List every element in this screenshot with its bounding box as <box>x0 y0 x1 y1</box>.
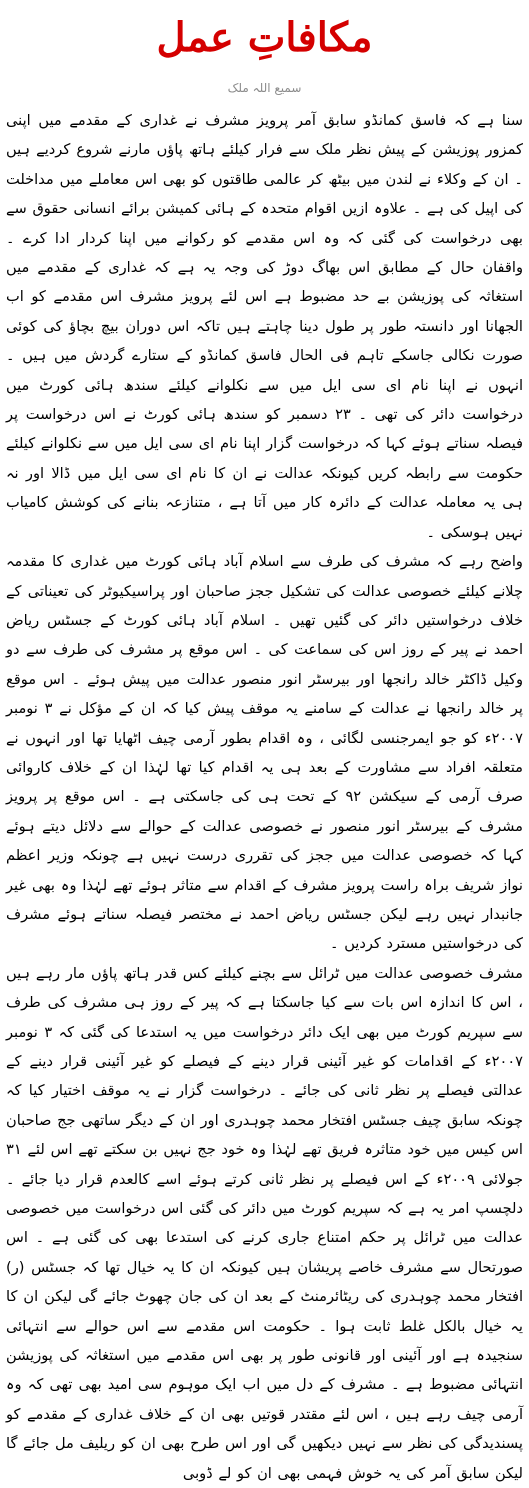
article-paragraph-3: مشرف خصوصی عدالت میں ٹرائل سے بچنے کیلئے کس قدر ہاتھ پاؤں مار رہے ہیں ، اس کا اندازہ اس بات سے کیا جاسکتا ہے کہ پیر کے روز ہی مشرف کی طرف سے سپریم کورٹ میں بھی ایک دائر درخواست میں یہ استدعا کی گئی کہ ۳ نومبر ۲۰۰۷ء کے اقدامات کو غیر آئینی قرار دینے کے فیصلے کو غیر آئینی قرار دینے کے عدالتی فیصلے پر نظر ثانی کی جائے ۔ درخواست گزار نے یہ موقف اختیار کیا کہ چونکہ سابق چیف جسٹس افتخار محمد چوہدری اور ان کے دیگر ساتھی جج صاحبان اس کیس میں خود متاثرہ فریق تھے لہٰذا وہ خود جج نہیں بن سکتے تھے اس لئے ۳۱ جولائی ۲۰۰۹ء کے اس فیصلے پر نظر ثانی کرتے ہوئے اسے کالعدم قرار دیا جائے ۔ دلچسپ امر یہ ہے کہ سپریم کورٹ میں دائر کی گئی اس درخواست میں خصوصی عدالت میں ٹرائل پر حکم امتناع جاری کرنے کی استدعا بھی کی گئی ہے ۔ اس صورتحال سے مشرف خاصے پریشان ہیں کیونکہ ان کا یہ خیال تھا کہ جسٹس (ر) افتخار محمد چوہدری کی ریٹائرمنٹ کے بعد ان کی جان چھوٹ جائے گی لیکن ان کا یہ خیال بالکل غلط ثابت ہوا ۔ حکومت اس مقدمے سے اس حوالے سے انتہائی سنجیدہ ہے اور آئینی اور قانونی طور پر بھی اس مقدمے میں استغاثہ کی پوزیشن انتہائی مضبوط ہے ۔ مشرف کے دل میں اب ایک موہوم سی امید بھی تھی کہ وہ آرمی چیف رہے ہیں ، اس لئے مقتدر قوتیں بھی ان کے خلاف غداری کے مقدمے کو پسندیدگی کی نظر سے نہیں دیکھیں گی اور اس طرح بھی ان کو ریلیف مل جائے گا لیکن سابق آمر کی یہ خوش فہمی بھی ان کو لے ڈوبی <box>6 964 524 1482</box>
article-title: مکافاتِ عمل <box>156 14 373 61</box>
article-paragraph-2: واضح رہے کہ مشرف کی طرف سے اسلام آباد ہائی کورٹ میں غداری کا مقدمہ چلانے کیلئے خصوصی عدالت کی تشکیل ججز صاحبان اور پراسیکیوٹر کی تعیناتی کے خلاف درخواستیں دائر کی گئیں تھیں ۔ اسلام آباد ہائی کورٹ کے جسٹس ریاض احمد نے پیر کے روز اس کی سماعت کی ۔ اس موقع پر مشرف کی طرف سے دو وکیل ڈاکٹر خالد رانجھا اور بیرسٹر انور منصور عدالت میں پیش ہوئے ۔ اس موقع پر خالد رانجھا نے عدالت کے سامنے یہ موقف پیش کیا کہ ان کے مؤکل نے ۳ نومبر ۲۰۰۷ء کو جو ایمرجنسی لگائی ، وہ اقدام بطور آرمی چیف اٹھایا تھا اور انہوں نے متعلقہ افراد سے مشاورت کے بعد ہی یہ اقدام کیا تھا لہٰذا ان کے خلاف کاروائی صرف آرمی کے سیکشن ۹۲ کے تحت ہی کی جاسکتی ہے ۔ اس موقع پر پرویز مشرف کے بیرسٹر انور منصور نے خصوصی عدالت کے حوالے سے دلائل دیتے ہوئے کہا کہ خصوصی عدالت میں ججز کی تقرری درست نہیں ہے چونکہ وزیر اعظم نواز شریف براہ راست پرویز مشرف کے اقدام سے متاثر ہوئے تھے لہٰذا وہ بھی غیر جانبدار نہیں رہے لیکن جسٹس ریاض احمد نے مختصر فیصلہ سناتے ہوئے مشرف کی درخواستیں مسترد کردیں ۔ <box>6 553 524 953</box>
article-paragraph-1: سنا ہے کہ فاسق کمانڈو سابق آمر پرویز مشرف نے غداری کے مقدمے میں اپنی کمزور پوزیشن کے پیش نظر ملک سے فرار کیلئے ہاتھ پاؤں مارنے شروع کردیے ہیں ۔ ان کے وکلاء نے لندن میں بیٹھ کر عالمی طاقتوں کو بھی اس معاملے میں مداخلت کی اپیل کی ہے ۔ علاوہ ازیں اقوام متحدہ کے ہائی کمیشن برائے انسانی حقوق سے بھی درخواست کی گئی کہ وہ اس مقدمے کو رکوانے میں اپنا کردار ادا کرے ۔ واقفان حال کے مطابق اس بھاگ دوڑ کی وجہ یہ ہے کہ غداری کے مقدمے میں استغاثہ کی پوزیشن بے حد مضبوط ہے اس لئے پرویز مشرف اس مقدمے کو اب الجھانا اور دانستہ طور پر طول دینا چاہتے ہیں تاکہ اس دوران بیچ بچاؤ کی کوئی صورت نکالی جاسکے تاہم فی الحال فاسق کمانڈو کے ستارے گردش میں ہیں ۔ انہوں نے اپنا نام ای سی ایل میں سے نکلوانے کیلئے سندھ ہائی کورٹ میں درخواست دائر کی تھی ۔ ۲۳ دسمبر کو سندھ ہائی کورٹ نے اس درخواست پر فیصلہ سناتے ہوئے کہا کہ درخواست گزار اپنا نام ای سی ایل میں سے نکلوانے کیلئے حکومت سے رابطہ کریں کیونکہ عدالت نے ان کا نام ای سی ایل میں ڈالا اور نہ ہی یہ معاملہ عدالت کے دائرہ کار میں آتا ہے ، متنازعہ بنانے کی کوشش کامیاب نہیں ہوسکی ۔ <box>6 112 523 541</box>
author-name: سمیع اللہ ملک <box>227 81 302 95</box>
